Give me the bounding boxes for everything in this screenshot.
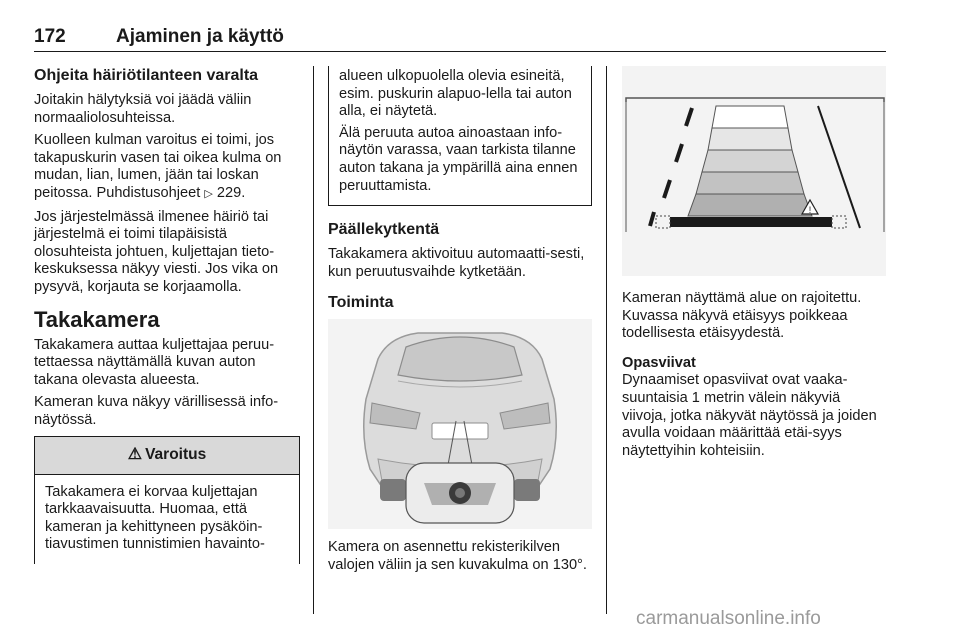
column-right [622,66,888,465]
page-ref-link[interactable]: 229. [216,184,246,201]
activation-heading: Päällekytkentä [328,221,440,239]
guide-text: Dynaamiset opasviivat ovat vaaka-suuntaisia 1 metrin välein näkyviä viivoja, jotka näkyvät näytössä ja joiden avulla voidaan määrittää etäi-syys näytettyihin kohteisiin. [622,372,877,459]
fault-paragraph-2 [34,132,300,203]
intro-paragraph-1: Takakamera auttaa kuljettajaa peruu-tettaessa näyttämällä kuvan auton takana olevasta alueesta. [34,336,275,388]
warning-cont-paragraph-2: Älä peruuta autoa ainoastaan info-näytön varassa, vaan tarkista tilanne auton takana ja ympärillä aina ennen peruuttamista. [339,124,578,194]
warning-cont-paragraph-1: alueen ulkopuolella olevia esineitä, esim. puskurin alapuo-lella tai auton alla, ei näytetä. [339,68,572,120]
car-rear-camera-illustration [328,319,592,529]
function-heading: Toiminta [328,294,394,312]
section-title: Takakamera [34,306,160,332]
svg-text:!: ! [808,205,812,215]
activation-text: Takakamera aktivoituu automaatti-sesti, kun peruutusvaihde kytketään. [328,246,585,280]
warning-body: Takakamera ei korvaa kuljettajan tarkkaavaisuutta. Huomaa, että kameran ja kehittyneen pysäköin-tiavustimen tunnistimien havainto- [45,483,265,553]
column-divider-left [313,66,314,614]
page-number: 172 [34,26,66,47]
watermark: carmanualsonline.info [636,608,821,629]
column-divider-right [606,66,607,614]
warning-title: Varoitus [145,446,207,464]
chapter-title: Ajaminen ja käyttö [116,26,284,47]
function-caption: Kamera on asennettu rekisterikilven valojen väliin ja sen kuvakulma on 130°. [328,539,587,573]
warning-box-continued [328,66,592,206]
warning-header [35,437,299,475]
warning-box [34,436,300,564]
page-ref-arrow-icon: ▷ [204,187,213,200]
warning-triangle-icon: ⚠ [127,446,143,464]
page-header [34,26,886,52]
view-caption: Kameran näyttämä alue on rajoitettu. Kuvassa näkyvä etäisyys poikkeaa todellisesta etäisyydestä. [622,290,862,342]
guide-heading: Opasviivat [622,354,696,371]
column-left [34,66,300,564]
fault-heading: Ohjeita häiriötilanteen varalta [34,67,259,84]
fault-paragraph-1: Joitakin hälytyksiä voi jäädä väliin normaaliolosuhteissa. [34,92,252,126]
fault-paragraph-3: Jos järjestelmässä ilmenee häiriö tai järjestelmä ei toimi tilapäisistä olosuhteista johtuen, kuljettajan tieto-keskuksessa näkyy viesti. Jos vika on pysyvä, korjauta se korjaamolla. [34,208,279,295]
camera-view-illustration [622,66,886,276]
fault-paragraph-2-text: Kuolleen kulman varoitus ei toimi, jos takapuskurin vasen tai oikea kulma on mudan, lian, lumen, jään tai loskan peitossa. Puhdistusohjeet [34,132,282,201]
column-middle [328,66,592,580]
intro-paragraph-2: Kameran kuva näkyy värillisessä info-näytössä. [34,394,279,428]
